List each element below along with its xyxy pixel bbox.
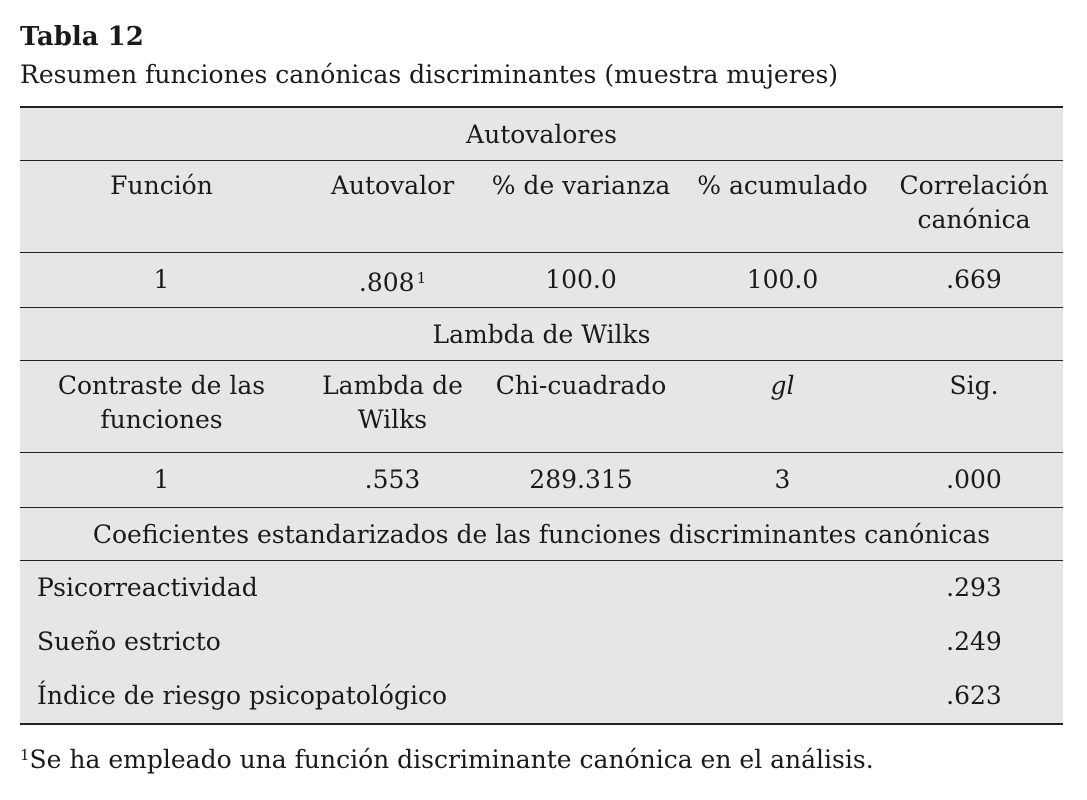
table-row <box>20 561 1063 615</box>
coef-name: Sueño estricto <box>37 627 221 656</box>
coef-value: .249 <box>946 627 1002 656</box>
col-header-lambda: Lambda de Wilks <box>322 371 463 434</box>
results-table <box>20 106 1063 725</box>
footnote-text: Se ha empleado una función discriminante canónica en el análisis. <box>29 745 874 774</box>
col-header-funcion: Función <box>110 171 213 200</box>
col-header-acumulado: % acumulado <box>697 171 868 200</box>
coef-name: Psicorreactividad <box>37 573 258 602</box>
cell-gl: 3 <box>774 465 791 494</box>
eigenvalues-section-header: Autovalores <box>20 108 1063 161</box>
table-footnote <box>20 738 874 777</box>
coef-value: .293 <box>946 573 1002 602</box>
table-subtitle: Resumen funciones canónicas discriminantes (muestra mujeres) <box>20 60 839 89</box>
col-header-gl: gl <box>770 371 795 400</box>
cell-lambda: .553 <box>364 465 421 494</box>
cell-autovalor <box>303 261 482 300</box>
wilks-section-header: Lambda de Wilks <box>20 308 1063 361</box>
cell-varianza: 100.0 <box>545 265 617 294</box>
col-header-contraste: Contraste de las funciones <box>57 371 266 434</box>
cell-chi: 289.315 <box>529 465 633 494</box>
cell-sig: .000 <box>946 465 1002 494</box>
wilks-header-row <box>20 361 1063 453</box>
coef-name: Índice de riesgo psicopatológico <box>37 681 448 710</box>
autovalor-value: .808 <box>358 267 415 297</box>
table-row <box>20 669 1063 723</box>
cell-correlacion: .669 <box>946 265 1002 294</box>
footnote-mark: 1 <box>20 746 30 764</box>
coef-section-header: Coeficientes estandarizados de las funciones discriminantes canónicas <box>20 508 1063 561</box>
table-title: Tabla 12 <box>20 22 144 52</box>
col-header-autovalor: Autovalor <box>330 171 455 200</box>
col-header-varianza: % de varianza <box>491 171 671 200</box>
col-header-sig: Sig. <box>949 371 999 400</box>
coef-value: .623 <box>946 681 1002 710</box>
cell-funcion: 1 <box>153 265 170 294</box>
cell-acumulado: 100.0 <box>746 265 819 294</box>
cell-contraste: 1 <box>153 465 170 494</box>
col-header-correlacion: Correlación canónica <box>899 171 1049 234</box>
table-row <box>20 615 1063 669</box>
wilks-data-row <box>20 453 1063 508</box>
eigenvalues-header-row <box>20 161 1063 253</box>
col-header-chi: Chi-cuadrado <box>495 371 667 400</box>
eigenvalues-data-row <box>20 253 1063 308</box>
footnote-marker: 1 <box>416 268 427 287</box>
